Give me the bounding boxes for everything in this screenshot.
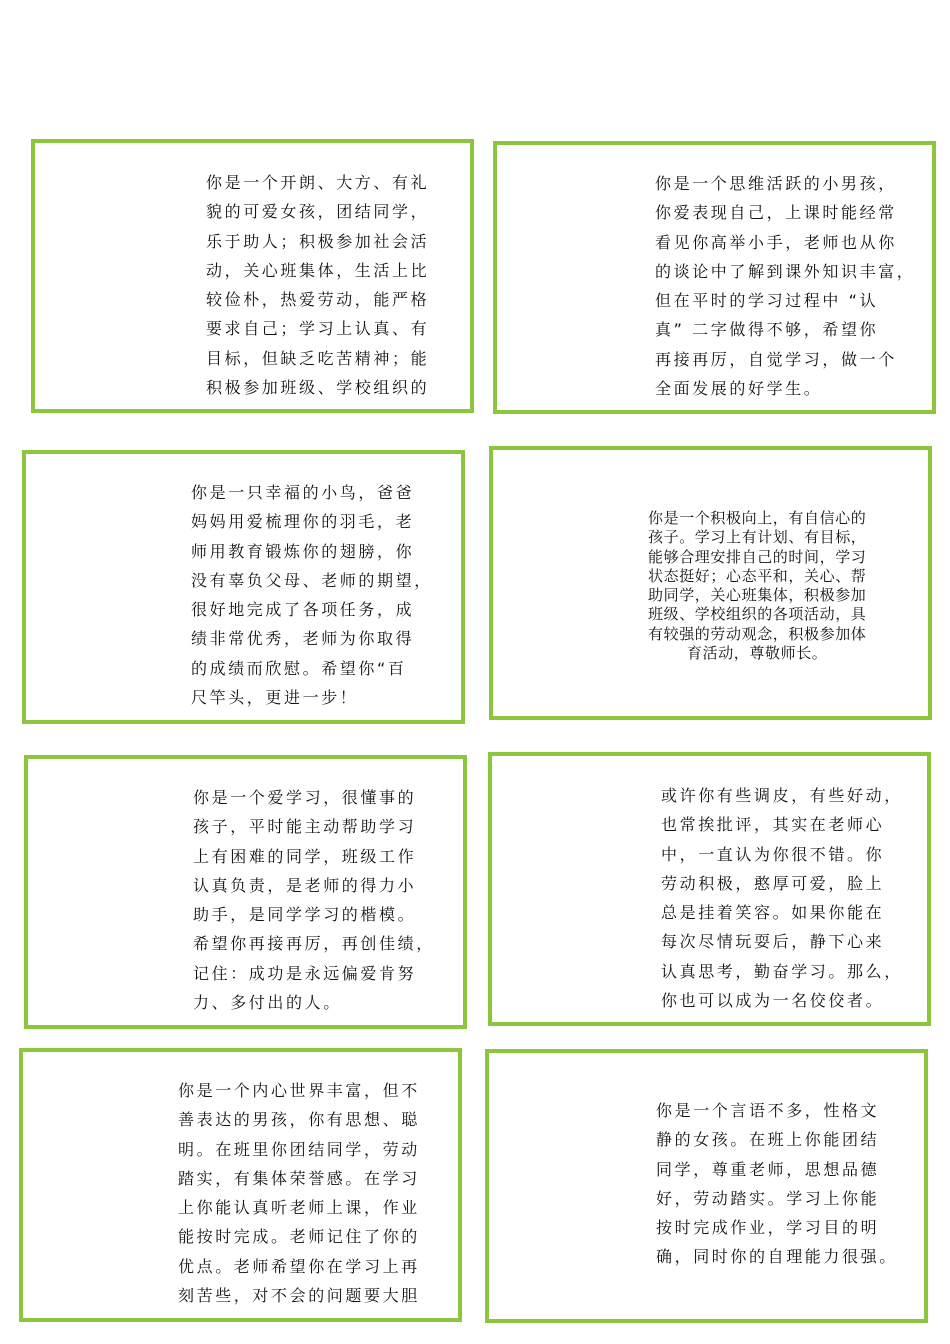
comment-card-4 <box>489 446 932 720</box>
comment-text-6: 或许你有些调皮，有些好动， 也常挨批评，其实在老师心 中，一直认为你很不错。你 劳动积极，憨厚可爱，脸上 总是挂着笑容。如果你能在 每次尽情玩耍后，静下心来 认真思考，勤奋学习。那么， 你也可以成为一名佼佼者。 <box>661 786 903 1011</box>
comment-text-2: 你是一个思维活跃的小男孩， 你爱表现自己，上课时能经常 看见你高举小手，老师也从你 的谈论中了解到课外知识丰富， 但在平时的学习过程中 “认 真” 二字做得不够，希望你 再接再厉，自觉学习，做一个 全面发展的好学生。 <box>655 174 916 399</box>
comment-text-4: 你是一个积极向上，有自信心的 孩子。学习上有计划、有目标， 能够合理安排自己的时间，学习 状态挺好；心态平和，关心、帮 助同学，关心班集体，积极参加 班级、学校组织的各项活动，具 有较强的劳动观念，积极参加体 育活动，尊敬师长。 <box>648 509 867 663</box>
comment-card-6 <box>488 752 931 1026</box>
comment-text-3: 你是一只幸福的小鸟，爸爸 妈妈用爱梳理你的羽毛，老 师用教育锻炼你的翅膀，你 没有辜负父母、老师的期望， 很好地完成了各项任务，成 绩非常优秀，老师为你取得 的成绩而欣慰。希望你“百 尺竿头，更进一步！ <box>191 483 433 708</box>
comment-card-8 <box>485 1049 928 1323</box>
comment-card-2 <box>493 141 936 414</box>
comment-card-5 <box>24 755 467 1029</box>
comment-text-7: 你是一个内心世界丰富，但不 善表达的男孩，你有思想、聪 明。在班里你团结同学，劳动 踏实，有集体荣誉感。在学习 上你能认真听老师上课，作业 能按时完成。老师记住了你的 优点。老师希望你在学习上再 刻苦些，对不会的问题要大胆 <box>178 1081 420 1306</box>
comment-text-1: 你是一个开朗、大方、有礼 貌的可爱女孩，团结同学， 乐于助人；积极参加社会活 动，关心班集体，生活上比 较俭朴，热爱劳动，能严格 要求自己；学习上认真、有 目标，但缺乏吃苦精神；能 积极参加班级、学校组织的 <box>206 173 430 398</box>
comment-card-3 <box>22 450 465 724</box>
comment-text-8: 你是一个言语不多，性格文 静的女孩。在班上你能团结 同学，尊重老师，思想品德 好，劳动踏实。学习上你能 按时完成作业，学习目的明 确，同时你的自理能力很强。 <box>656 1101 898 1267</box>
comment-card-1 <box>31 139 474 413</box>
comment-text-5: 你是一个爱学习，很懂事的 孩子，平时能主动帮助学习 上有困难的同学，班级工作 认真负责，是老师的得力小 助手，是同学学习的楷模。 希望你再接再厉，再创佳绩， 记住：成功是永远偏爱肯努 力、多付出的人。 <box>193 788 435 1013</box>
comment-card-7 <box>19 1048 462 1322</box>
